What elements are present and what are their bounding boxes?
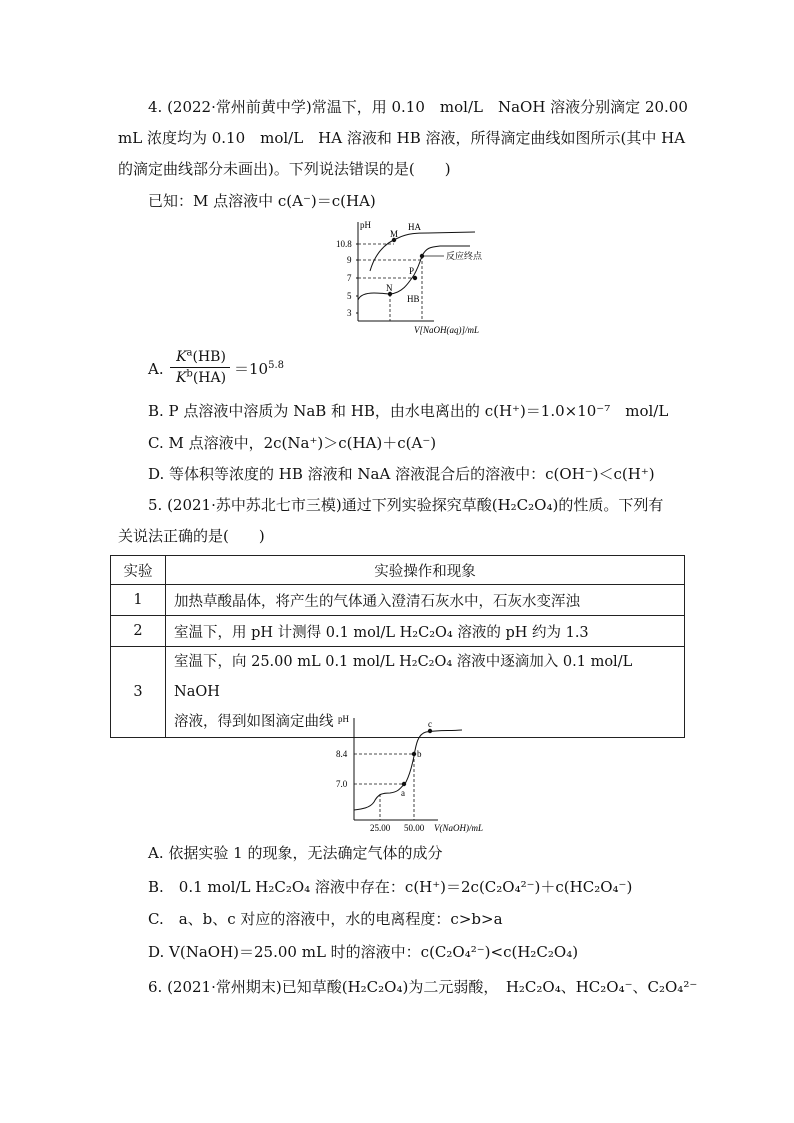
q5-xtick-50: 50.00 <box>404 823 425 833</box>
q5-label-b: b <box>417 749 422 759</box>
point-a <box>402 782 406 786</box>
q5-xlabel: V(NaOH)/mL <box>434 823 483 833</box>
table-header-row <box>111 556 685 585</box>
q5-ylabel: pH <box>338 714 349 724</box>
table-row: 1 加热草酸晶体，将产生的气体通入澄清石灰水中，石灰水变浑浊 <box>111 585 685 616</box>
q4-optionD: D. 等体积等浓度的 HB 溶液和 NaA 溶液混合后的溶液中：c(OH⁻)＜c(H⁺) <box>148 465 655 483</box>
q4-label-ha: HA <box>408 222 421 232</box>
q6-stem-line1: 6. (2021·常州期末)已知草酸(H₂C₂O₄)为二元弱酸， H₂C₂O₄、HC₂O₄⁻、C₂O₄²⁻ <box>148 978 698 996</box>
q4-stem-line3: 的滴定曲线部分未画出)。下列说法错误的是( ) <box>118 160 451 178</box>
point-b <box>412 752 416 756</box>
q4-ylabel: pH <box>360 220 371 230</box>
q5-optionC: C. a、b、c 对应的溶液中，水的电离程度：c>b>a <box>148 910 503 928</box>
q4-ytick-5: 5 <box>347 291 352 301</box>
q5-optionD: D. V(NaOH)＝25.00 mL 时的溶液中：c(C₂O₄²⁻)<c(H₂C₂O₄) <box>148 943 579 961</box>
q4-ytick-10-8: 10.8 <box>336 239 352 249</box>
q4-stem-line1: 4. (2022·常州前黄中学)常温下，用 0.10 mol/L NaOH 溶液分别滴定 20.00 <box>148 98 688 116</box>
q5-label-c: c <box>428 719 432 729</box>
q5-experiment-table <box>110 555 685 738</box>
q4-ytick-7: 7 <box>347 273 352 283</box>
point-endpoint <box>420 254 424 258</box>
q4-ytick-3: 3 <box>347 308 352 318</box>
table-header-procedure: 实验操作和现象 <box>166 556 685 585</box>
table-row: 3 室温下，向 25.00 mL 0.1 mol/L H₂C₂O₄ 溶液中逐滴加入 0.1 mol/L NaOH 溶液，得到如图滴定曲线 <box>111 647 685 738</box>
q4-ytick-9: 9 <box>347 255 352 265</box>
q4-optionA-fraction: $K^a(HB)$ $K^b(HA)$ <box>170 348 232 387</box>
q5-ytick-7-0: 7.0 <box>336 779 348 789</box>
q5-stem-line2: 关说法正确的是( ) <box>118 527 265 545</box>
q4-titration-chart <box>330 218 510 340</box>
q5-xtick-25: 25.00 <box>370 823 391 833</box>
q5-label-a: a <box>401 788 405 798</box>
q5-titration-chart <box>330 714 500 836</box>
table-header-experiment: 实验 <box>111 556 166 585</box>
q4-label-endpoint: 反应终点 <box>446 251 483 261</box>
q4-known: 已知：M 点溶液中 c(A⁻)＝c(HA) <box>148 192 376 210</box>
q5-ytick-8-4: 8.4 <box>336 749 348 759</box>
q5-stem-line1: 5. (2021·苏中苏北七市三模)通过下列实验探究草酸(H₂C₂O₄)的性质。下列有 <box>148 496 664 514</box>
q4-optionB: B. P 点溶液中溶质为 NaB 和 HB，由水电离出的 c(H⁺)＝1.0×10⁻⁷ mol/L <box>148 402 669 420</box>
table-row: 2 室温下，用 pH 计测得 0.1 mol/L H₂C₂O₄ 溶液的 pH 约为 1.3 <box>111 616 685 647</box>
q4-optionA-rhs: $=10^{5.8}$ <box>234 360 284 378</box>
point-c <box>428 729 432 733</box>
q4-label-m: M <box>390 229 399 239</box>
q4-optionC: C. M 点溶液中，2c(Na⁺)＞c(HA)＋c(A⁻) <box>148 434 437 452</box>
point-p <box>413 276 417 280</box>
q5-optionB: B. 0.1 mol/L H₂C₂O₄ 溶液中存在：c(H⁺)＝2c(C₂O₄²⁻)＋c(HC₂O₄⁻) <box>148 878 633 896</box>
q4-label-p: P <box>409 266 415 276</box>
q4-optionA-label: A. <box>148 360 164 378</box>
q4-label-n: N <box>386 283 393 293</box>
q4-label-hb: HB <box>407 294 420 304</box>
q4-stem-line2: mL 浓度均为 0.10 mol/L HA 溶液和 HB 溶液，所得滴定曲线如图所示(其中 HA <box>118 129 686 147</box>
q5-optionA: A. 依据实验 1 的现象，无法确定气体的成分 <box>148 844 443 862</box>
q4-xlabel: V[NaOH(aq)]/mL <box>414 325 480 335</box>
